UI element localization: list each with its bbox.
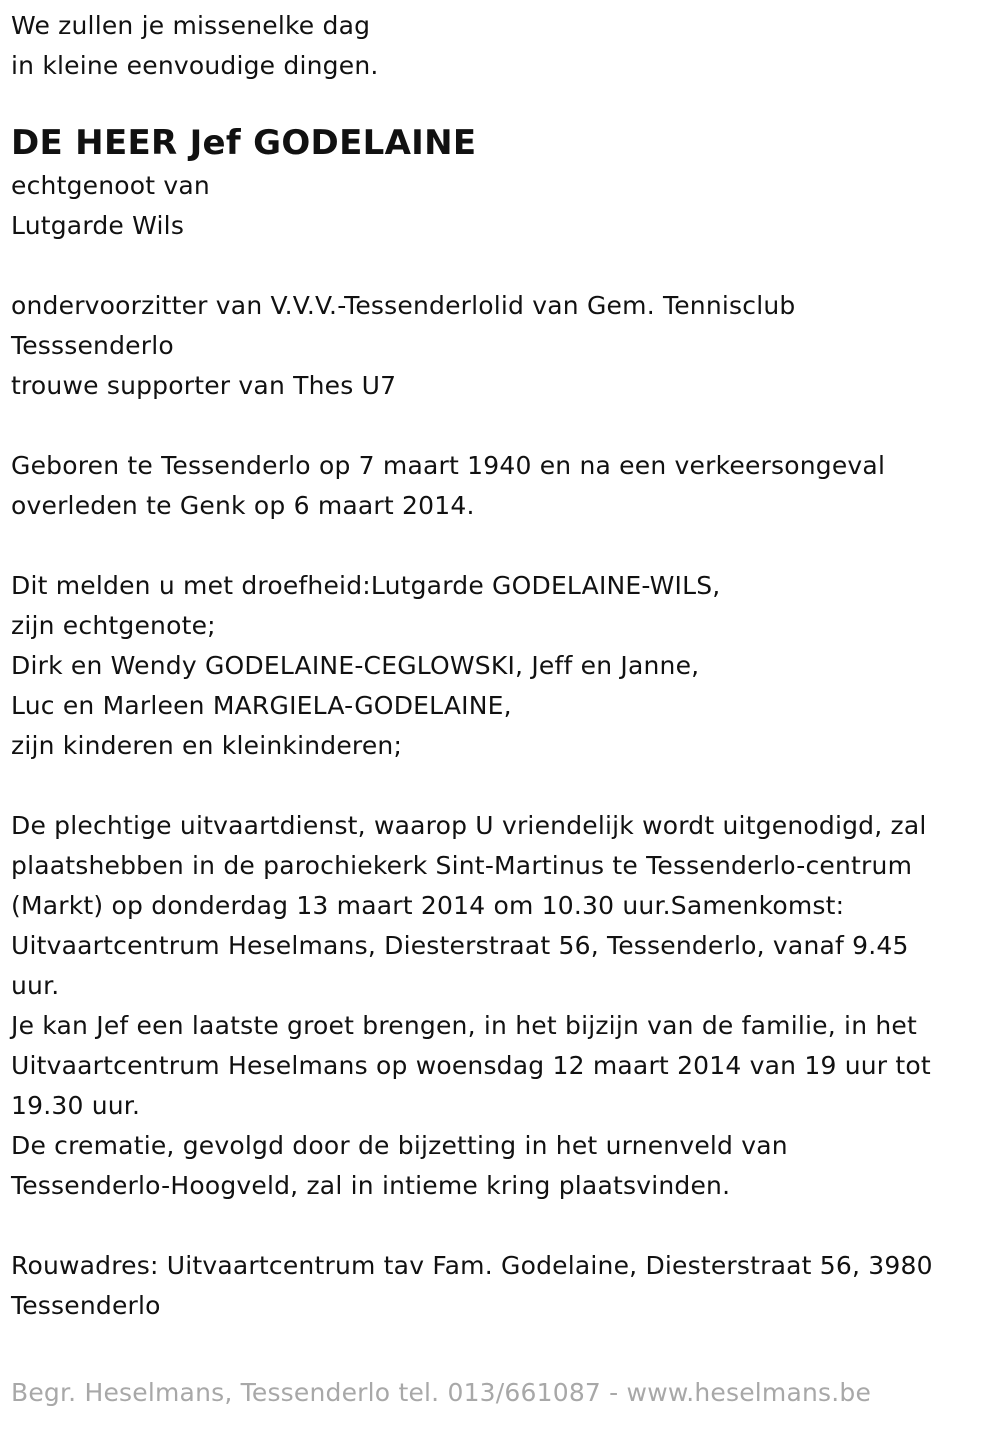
spacer [11,246,991,286]
spouse-line: Lutgarde Wils [11,211,185,240]
spacer [11,1206,991,1246]
ceremony-line: plaatshebben in de parochiekerk Sint-Martinus te Tessenderlo-centrum [11,851,913,880]
deceased-name: DE HEER Jef GODELAINE [11,123,477,163]
family-line: Luc en Marleen MARGIELA-GODELAINE, [11,691,512,720]
ceremony-line: Uitvaartcentrum Heselmans, Diesterstraat 56, Tessenderlo, vanaf 9.45 [11,931,909,960]
roles-section [11,286,991,406]
family-line: Dirk en Wendy GODELAINE-CEGLOWSKI, Jeff en Janne, [11,651,700,680]
ceremony-line: De crematie, gevolgd door de bijzetting in het urnenveld van [11,1131,788,1160]
death-notice [11,6,991,1326]
ceremony-line: (Markt) op donderdag 13 maart 2014 om 10.30 uur.Samenkomst: [11,891,845,920]
roles-line: trouwe supporter van Thes U7 [11,371,397,400]
birth-death-section [11,446,991,526]
spacer [11,526,991,566]
address-line: Rouwadres: Uitvaartcentrum tav Fam. Godelaine, Diesterstraat 56, 3980 [11,1251,933,1280]
ceremony-line: Je kan Jef een laatste groet brengen, in het bijzijn van de familie, in het [11,1011,918,1040]
ceremony-section [11,806,991,1206]
birth-death-line: overleden te Genk op 6 maart 2014. [11,491,475,520]
verse-line: in kleine eenvoudige dingen. [11,51,379,80]
ceremony-line: uur. [11,971,60,1000]
spacer [11,766,991,806]
verse-line: We zullen je missenelke dag [11,11,371,40]
family-line: zijn kinderen en kleinkinderen; [11,731,403,760]
roles-line: Tesssenderlo [11,331,174,360]
spouse-section [11,166,991,246]
ceremony-line: De plechtige uitvaartdienst, waarop U vriendelijk wordt uitgenodigd, zal [11,811,927,840]
family-line: zijn echtgenote; [11,611,216,640]
ceremony-line: Uitvaartcentrum Heselmans op woensdag 12 maart 2014 van 19 uur tot [11,1051,931,1080]
family-section [11,566,991,766]
ceremony-line: 19.30 uur. [11,1091,141,1120]
spacer [11,406,991,446]
address-line: Tessenderlo [11,1291,161,1320]
verse [11,6,991,86]
ceremony-line: Tessenderlo-Hoogveld, zal in intieme kring plaatsvinden. [11,1171,731,1200]
spouse-line: echtgenoot van [11,171,210,200]
birth-death-line: Geboren te Tessenderlo op 7 maart 1940 en na een verkeersongeval [11,451,886,480]
family-line: Dit melden u met droefheid:Lutgarde GODELAINE-WILS, [11,571,721,600]
address-section [11,1246,991,1326]
funeral-home-footer: Begr. Heselmans, Tessenderlo tel. 013/661087 - www.heselmans.be [11,1378,872,1407]
roles-line: ondervoorzitter van V.V.V.-Tessenderlolid van Gem. Tennisclub [11,291,796,320]
